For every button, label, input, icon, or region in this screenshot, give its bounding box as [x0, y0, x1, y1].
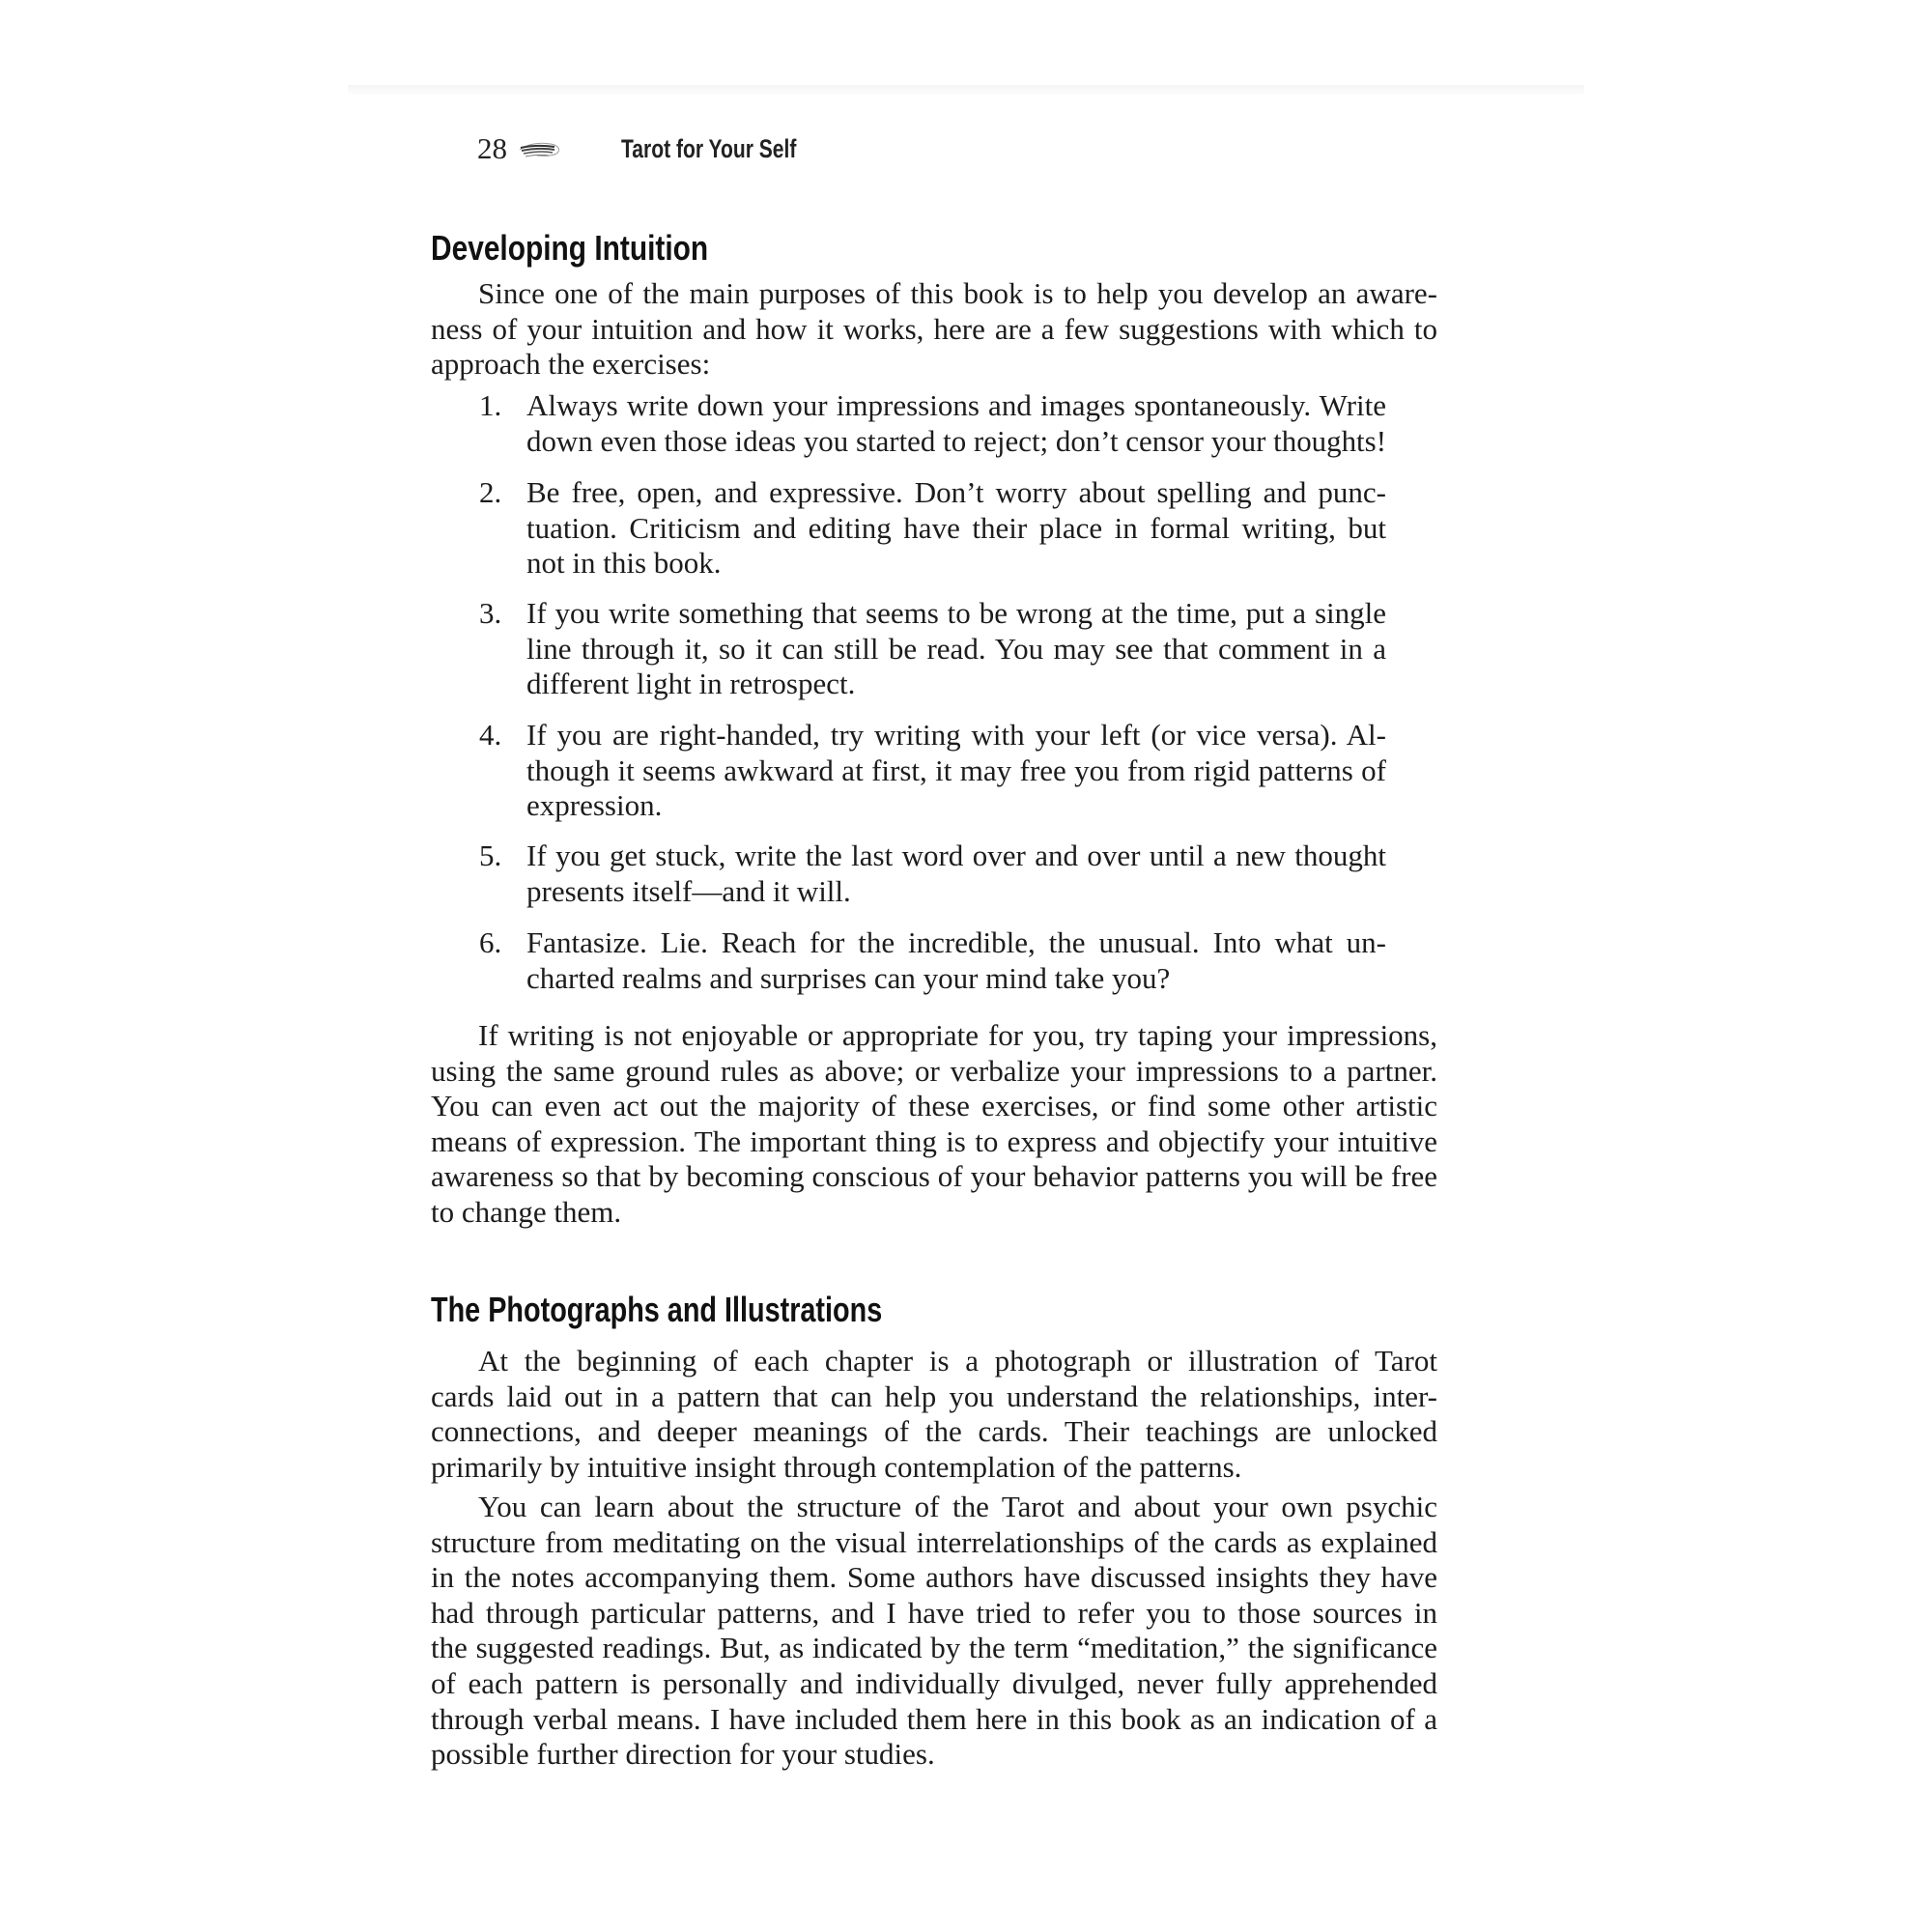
- list-number: 4.: [479, 718, 502, 752]
- text-line: Be free, open, and expressive. Don’t worry about spelling and punc-: [526, 475, 1386, 509]
- text-line: ness of your intuition and how it works, here are a few suggestions with which to: [431, 311, 1437, 346]
- text-line: not in this book.: [526, 546, 722, 581]
- text-line: If you write something that seems to be wrong at the time, put a single: [526, 596, 1386, 630]
- text-line: presents itself—and it will.: [526, 873, 851, 908]
- text-line: If you get stuck, write the last word over and over until a new thought: [526, 838, 1386, 872]
- text-line: through verbal means. I have included them here in this book as an indication of a: [431, 1701, 1437, 1736]
- text-line: You can learn about the structure of the Tarot and about your own psychic: [478, 1490, 1437, 1523]
- text-line: using the same ground rules as above; or verbalize your impressions to a partner.: [431, 1053, 1437, 1088]
- text-line: to change them.: [431, 1194, 622, 1229]
- section-heading-photographs-and-illustrations: The Photographs and Illustrations: [431, 1290, 883, 1329]
- feather-swirl-ornament-icon: [518, 138, 562, 159]
- text-line: At the beginning of each chapter is a photograph or illustration of Tarot: [478, 1344, 1437, 1378]
- text-line: line through it, so it can still be read. You may see that comment in a: [526, 631, 1386, 666]
- page-number: 28: [477, 131, 507, 165]
- text-line: means of expression. The important thing is to express and objectify your intuitive: [431, 1123, 1437, 1158]
- text-line: of each pattern is personally and individually divulged, never fully apprehended: [431, 1665, 1437, 1700]
- text-line: primarily by intuitive insight through contemplation of the patterns.: [431, 1449, 1242, 1484]
- text-line: tuation. Criticism and editing have their place in formal writing, but: [526, 510, 1386, 545]
- list-number: 2.: [479, 475, 502, 509]
- text-line: though it seems awkward at first, it may free you from rigid patterns of: [526, 753, 1386, 787]
- text-line: Since one of the main purposes of this book is to help you develop an aware-: [478, 276, 1437, 310]
- text-line: awareness so that by becoming conscious of your behavior patterns you will be free: [431, 1159, 1437, 1194]
- text-line: possible further direction for your studies.: [431, 1737, 935, 1772]
- page-top-edge: [348, 85, 1584, 95]
- text-line: had through particular patterns, and I have tried to refer you to those sources in: [431, 1595, 1437, 1630]
- text-line: the suggested readings. But, as indicated by the term “meditation,” the significance: [431, 1631, 1437, 1665]
- list-number: 5.: [479, 838, 502, 872]
- intro-paragraph: [431, 276, 1437, 383]
- text-line: connections, and deeper meanings of the cards. Their teachings are unlocked: [431, 1414, 1437, 1449]
- text-line: charted realms and surprises can your mind take you?: [526, 960, 1171, 995]
- paragraph: [431, 1490, 1437, 1773]
- text-line: different light in retrospect.: [526, 667, 856, 701]
- list-number: 1.: [479, 388, 502, 422]
- text-line: structure from meditating on the visual interrelationships of the cards as explained: [431, 1524, 1437, 1559]
- running-title: Tarot for Your Self: [621, 134, 797, 163]
- list-number: 3.: [479, 596, 502, 630]
- text-line: Always write down your impressions and images spontaneously. Write: [526, 388, 1386, 422]
- text-line: approach the exercises:: [431, 347, 711, 382]
- list-number: 6.: [479, 925, 502, 959]
- text-line: Fantasize. Lie. Reach for the incredible, the unusual. Into what un-: [526, 925, 1386, 959]
- paragraph: [431, 1344, 1437, 1485]
- text-line: You can even act out the majority of these exercises, or find some other artistic: [431, 1089, 1437, 1123]
- section-heading-developing-intuition: Developing Intuition: [431, 228, 709, 268]
- text-line: cards laid out in a pattern that can help you understand the relationships, inter-: [431, 1378, 1437, 1413]
- text-line: If writing is not enjoyable or appropriate for you, try taping your impressions,: [478, 1018, 1437, 1052]
- text-line: If you are right-handed, try writing with your left (or vice versa). Al-: [526, 718, 1386, 752]
- text-line: down even those ideas you started to reject; don’t censor your thoughts!: [526, 423, 1386, 458]
- text-line: expression.: [526, 788, 663, 823]
- closing-paragraph: [431, 1018, 1437, 1231]
- text-line: in the notes accompanying them. Some authors have discussed insights they have: [431, 1560, 1437, 1595]
